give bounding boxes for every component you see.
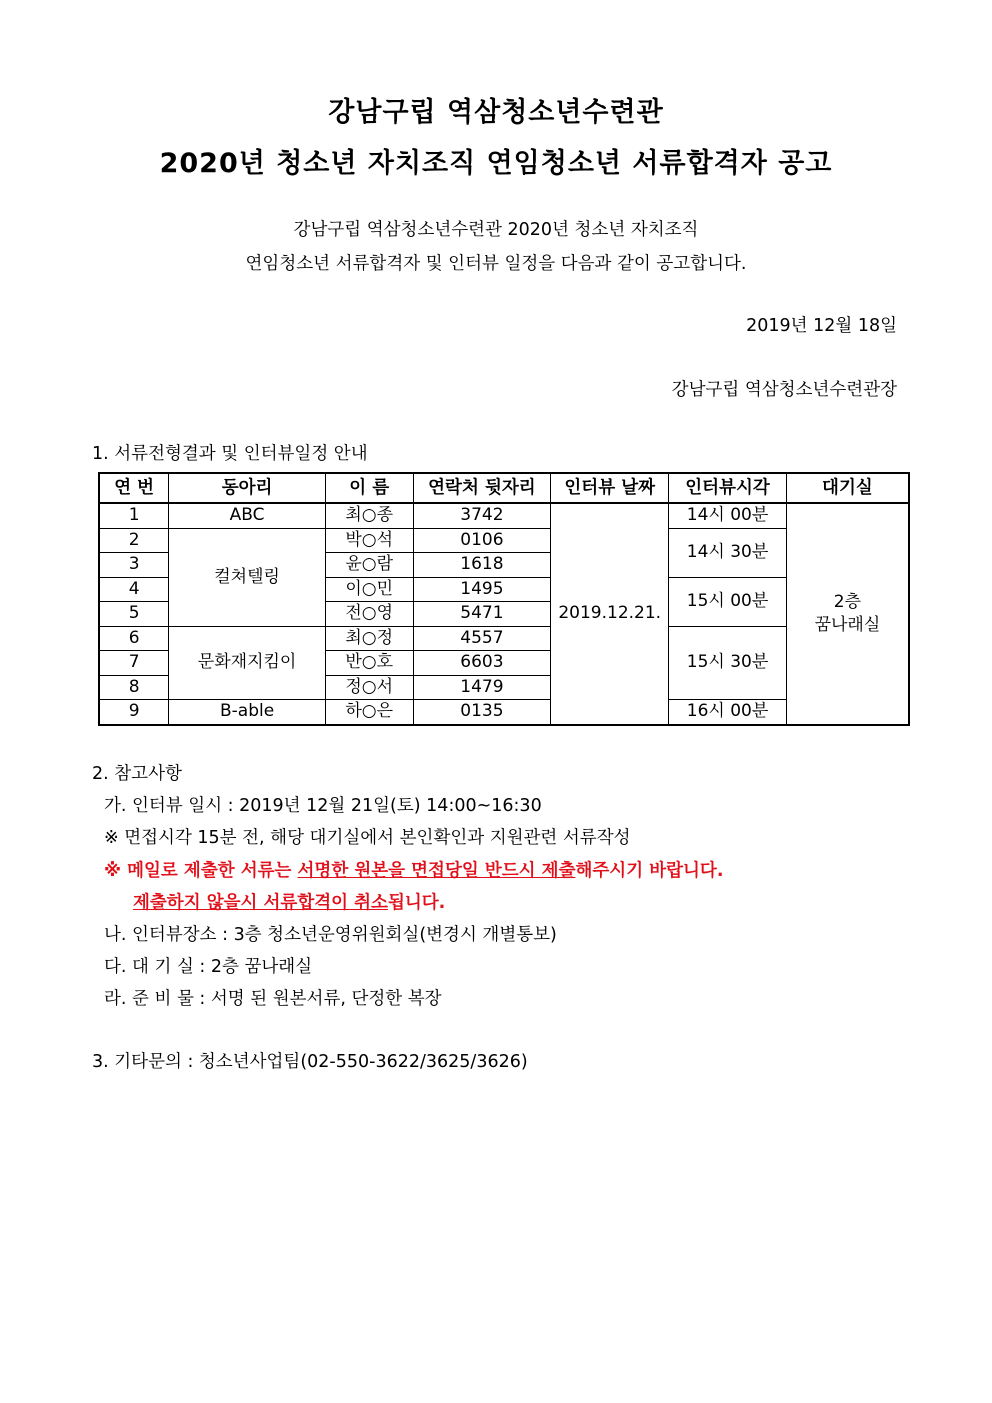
row-phone: 1618 xyxy=(413,553,551,578)
time-cell: 16시 00분 xyxy=(669,700,787,725)
header-date: 인터뷰 날짜 xyxy=(551,473,669,503)
preparation-items: 라. 준 비 물 : 서명 된 원본서류, 단정한 복장 xyxy=(104,989,442,1009)
row-no: 4 xyxy=(99,577,169,602)
note-original-docs-emphasis: 서명한 원본을 면접당일 반드시 제출 xyxy=(297,861,576,881)
club-cell: 컬쳐텔링 xyxy=(169,528,326,626)
row-no: 9 xyxy=(99,700,169,725)
note-arrival: ※ 면접시각 15분 전, 해당 대기실에서 본인확인과 지원관련 서류작성 xyxy=(104,828,631,848)
header-club: 동아리 xyxy=(169,473,326,503)
row-name: 전○영 xyxy=(325,602,413,627)
section2-title: 2. 참고사항 xyxy=(92,764,182,784)
room-name: 꿈나래실 xyxy=(814,614,881,635)
intro-line2: 연임청소년 서류합격자 및 인터뷰 일정을 다음과 같이 공고합니다. xyxy=(245,254,747,274)
row-phone: 1479 xyxy=(413,675,551,700)
time-cell: 14시 30분 xyxy=(669,528,787,577)
row-name: 이○민 xyxy=(325,577,413,602)
club-cell: ABC xyxy=(169,503,326,528)
table-header-row xyxy=(99,473,909,503)
row-no: 8 xyxy=(99,675,169,700)
row-name: 정○서 xyxy=(325,675,413,700)
row-phone: 4557 xyxy=(413,626,551,651)
note-original-docs-part1: ※ 메일로 제출한 서류는 xyxy=(104,861,298,881)
note-cancellation-part2: 됩니다. xyxy=(387,893,446,913)
row-name: 최○종 xyxy=(325,503,413,528)
row-no: 3 xyxy=(99,553,169,578)
note-original-docs-part3: 해주시기 바랍니다. xyxy=(575,861,724,881)
time-cell: 15시 00분 xyxy=(669,577,787,626)
header-no: 연 번 xyxy=(99,473,169,503)
note-cancellation-emphasis: 제출하지 않을시 서류합격이 취소 xyxy=(133,893,388,913)
note-cancellation xyxy=(133,889,445,914)
row-no: 2 xyxy=(99,528,169,553)
notice-date: 2019년 12월 18일 xyxy=(746,316,897,336)
row-no: 5 xyxy=(99,602,169,627)
row-no: 1 xyxy=(99,503,169,528)
table-row xyxy=(99,503,909,528)
interview-location: 나. 인터뷰장소 : 3층 청소년운영위원회실(변경시 개별통보) xyxy=(104,925,557,945)
interview-datetime: 가. 인터뷰 일시 : 2019년 12월 21일(토) 14:00~16:30 xyxy=(104,796,542,816)
header-name: 이 름 xyxy=(325,473,413,503)
row-name: 최○정 xyxy=(325,626,413,651)
time-cell: 15시 30분 xyxy=(669,626,787,700)
row-phone: 1495 xyxy=(413,577,551,602)
issuer: 강남구립 역삼청소년수련관장 xyxy=(671,380,897,400)
row-no: 7 xyxy=(99,651,169,676)
row-name: 하○은 xyxy=(325,700,413,725)
row-phone: 6603 xyxy=(413,651,551,676)
row-phone: 3742 xyxy=(413,503,551,528)
row-phone: 5471 xyxy=(413,602,551,627)
header-phone: 연락처 뒷자리 xyxy=(413,473,551,503)
room-floor: 2층 xyxy=(833,591,862,612)
notice-title-line2: 2020년 청소년 자치조직 연임청소년 서류합격자 공고 xyxy=(159,148,833,179)
interview-date-cell: 2019.12.21. xyxy=(551,503,669,725)
header-time: 인터뷰시각 xyxy=(669,473,787,503)
contact-info: 3. 기타문의 : 청소년사업팀(02-550-3622/3625/3626) xyxy=(92,1052,528,1072)
row-phone: 0135 xyxy=(413,700,551,725)
waiting-room-info: 다. 대 기 실 : 2층 꿈나래실 xyxy=(104,957,313,977)
schedule-table xyxy=(98,472,910,726)
row-name: 윤○람 xyxy=(325,553,413,578)
row-name: 박○석 xyxy=(325,528,413,553)
notice-title-line1: 강남구립 역삼청소년수련관 xyxy=(328,97,664,128)
header-room: 대기실 xyxy=(786,473,909,503)
row-no: 6 xyxy=(99,626,169,651)
row-phone: 0106 xyxy=(413,528,551,553)
waiting-room-cell xyxy=(786,503,909,725)
section1-title: 1. 서류전형결과 및 인터뷰일정 안내 xyxy=(92,444,368,464)
note-original-docs xyxy=(104,857,723,882)
club-cell: 문화재지킴이 xyxy=(169,626,326,700)
intro-line1: 강남구립 역삼청소년수련관 2020년 청소년 자치조직 xyxy=(293,220,699,240)
club-cell: B-able xyxy=(169,700,326,725)
time-cell: 14시 00분 xyxy=(669,503,787,528)
row-name: 반○호 xyxy=(325,651,413,676)
